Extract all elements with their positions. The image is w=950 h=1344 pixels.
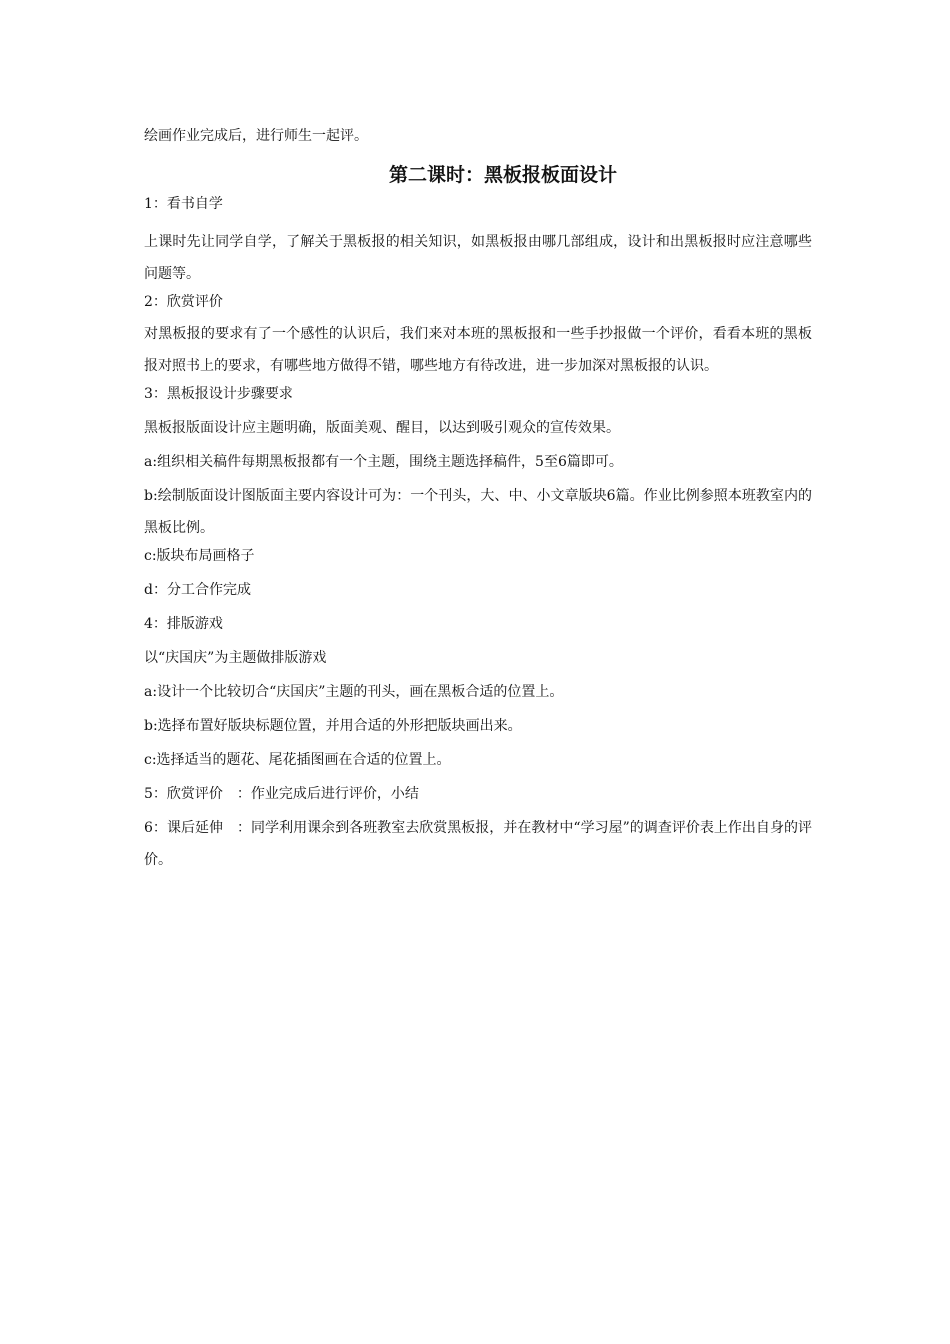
section-4-item-a: a:设计一个比较切合“庆国庆”主题的刊头，画在黑板合适的位置上。 bbox=[144, 684, 564, 700]
section-2-heading: 2：欣赏评价 bbox=[144, 294, 223, 310]
section-4-item-c: c:选择适当的题花、尾花插图画在合适的位置上。 bbox=[144, 752, 451, 768]
section-3-item-c: c:版块布局画格子 bbox=[144, 548, 255, 564]
section-6-text: 6：课后延伸 ：同学利用课余到各班教室去欣赏黑板报，并在教材中“学习屋”的调查评价表上作出自身的评价。 bbox=[144, 820, 812, 868]
section-4-item-b: b:选择布置好版块标题位置，并用合适的外形把版块画出来。 bbox=[144, 718, 522, 734]
section-1-text: 上课时先让同学自学，了解关于黑板报的相关知识，如黑板报由哪几部组成，设计和出黑板报时应注意哪些问题等。 bbox=[144, 234, 812, 282]
lesson-title: 第二课时：黑板报板面设计 bbox=[388, 164, 617, 186]
section-3-item-a: a:组织相关稿件每期黑板报都有一个主题，围绕主题选择稿件，5至6篇即可。 bbox=[144, 454, 623, 470]
document-body bbox=[144, 126, 812, 876]
section-1-heading: 1：看书自学 bbox=[144, 196, 223, 212]
section-2-text: 对黑板报的要求有了一个感性的认识后，我们来对本班的黑板报和一些手抄报做一个评价，看看本班的黑板报对照书上的要求，有哪些地方做得不错，哪些地方有待改进，进一步加深对黑板报的认识。 bbox=[144, 326, 812, 374]
section-4-heading: 4：排版游戏 bbox=[144, 616, 223, 632]
intro-text: 绘画作业完成后，进行师生一起评。 bbox=[144, 128, 368, 144]
section-3-item-d: d：分工合作完成 bbox=[144, 582, 251, 598]
section-4-text: 以“庆国庆”为主题做排版游戏 bbox=[144, 650, 327, 666]
section-3-item-b: b:绘制版面设计图版面主要内容设计可为：一个刊头，大、中、小文章版块6篇。作业比例参照本班教室内的黑板比例。 bbox=[144, 488, 812, 536]
section-3-text: 黑板报版面设计应主题明确，版面美观、醒目，以达到吸引观众的宣传效果。 bbox=[144, 420, 620, 436]
section-5-text: 5：欣赏评价 ：作业完成后进行评价，小结 bbox=[144, 786, 419, 802]
section-3-heading: 3：黑板报设计步骤要求 bbox=[144, 386, 293, 402]
